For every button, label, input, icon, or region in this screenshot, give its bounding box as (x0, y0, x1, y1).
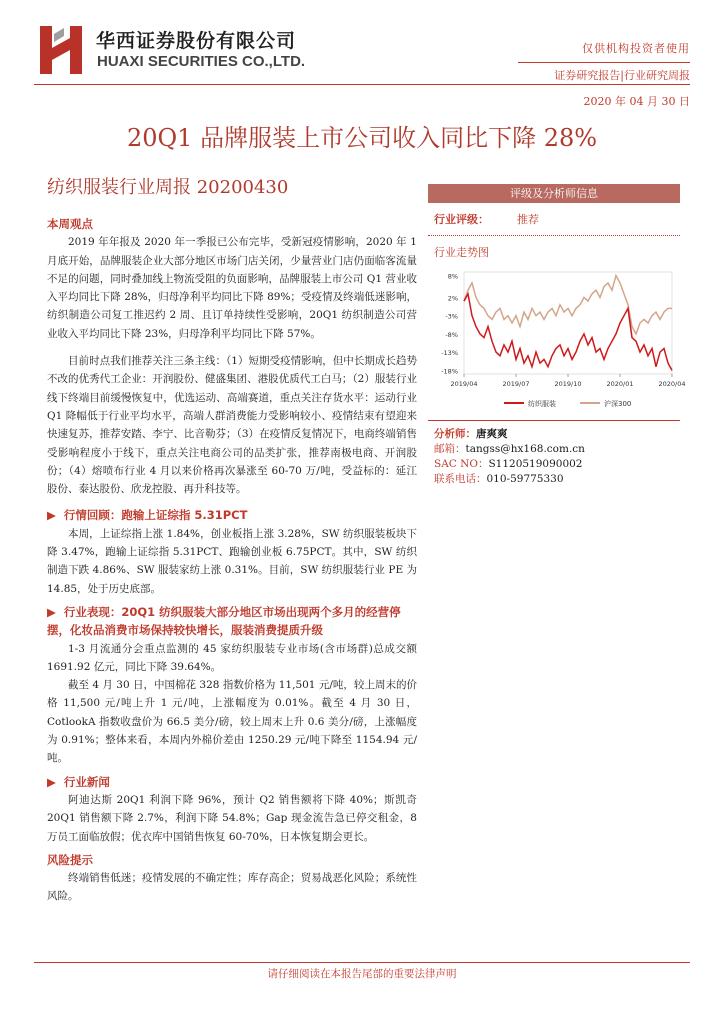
x-tick-label: 2020/04 (658, 380, 686, 388)
triangle-bullet-icon: ▶ (47, 508, 56, 523)
sidebar (428, 184, 686, 487)
analyst-info: 分析师：唐爽爽 邮箱：tangss@hx168.com.cn SAC NO：S1120519090002 联系电话：010-59775330 (434, 428, 585, 485)
company-name-en: HUAXI SECURITIES CO.,LTD. (97, 53, 306, 70)
paragraph: 截至 4 月 30 日，中国棉花 328 指数价格为 11,501 元/吨，较上周末的价格 11,500 元/吨上升 1 元/吨，上涨幅度为 0.01%。截至 4 月 30 日，CotlookA 指数收盘价为 66.5 美分/磅，较上周末上升 0.6 美分/磅，上涨幅度为 0.91%；整体来看，本周内外棉价差由 1250.29 元/吨下降至 1154.94 元/吨。 (47, 679, 417, 765)
header-divider (34, 84, 690, 85)
triangle-bullet-icon: ▶ (47, 604, 56, 619)
institutional-notice: 仅供机构投资者使用 (582, 42, 690, 55)
header-divider (518, 62, 690, 63)
rating-label: 行业评级： (434, 213, 489, 226)
analyst-sac: S1120519090002 (488, 458, 583, 470)
series-line-textile (464, 294, 672, 371)
y-tick-label: -3% (445, 312, 458, 321)
y-tick-label: -18% (441, 367, 458, 376)
report-type: 证券研究报告|行业研究周报 (554, 69, 690, 82)
legend-label: 沪深300 (604, 400, 632, 408)
y-tick-label: -8% (445, 330, 458, 339)
series-line-csi300 (464, 276, 672, 334)
y-tick-label: 2% (447, 294, 458, 303)
y-tick-label: -13% (441, 349, 458, 358)
paragraph: 1-3 月流通分会重点监测的 45 家纺织服装专业市场(含市场群)总成交额 1691.92 亿元，同比下降 39.64%。 (47, 642, 417, 673)
industry-rating (428, 203, 680, 227)
analyst-name: 唐爽爽 (476, 428, 508, 440)
section-heading-industry: ▶ 行业表现：20Q1 纺织服装大部分地区市场出现两个多月的经营停摆，化妆品消费市场保持较快增长，服装消费提质升级 (47, 604, 401, 638)
section-heading-market: ▶ 行情回顾：跑输上证综指 5.31PCT (47, 508, 248, 523)
y-tick-label: 8% (447, 272, 458, 281)
triangle-bullet-icon: ▶ (47, 774, 56, 789)
rating-value: 推荐 (517, 213, 539, 226)
main-content (47, 215, 417, 906)
company-name-cn: 华西证券股份有限公司 (96, 30, 297, 52)
paragraph: 终端销售低迷；疫情发展的不确定性；库存高企；贸易战恶化风险；系统性风险。 (47, 872, 417, 903)
legal-notice: 请仔细阅读在本报告尾部的重要法律声明 (267, 968, 457, 980)
section-heading-risk: 风险提示 (47, 852, 93, 867)
trend-chart-title: 行业走势图 (434, 246, 489, 259)
x-tick-label: 2019/04 (450, 380, 478, 388)
footer-divider (34, 962, 690, 963)
paragraph: 阿迪达斯 20Q1 利润下降 96%，预计 Q2 销售额将下降 40%；斯凯奇 20Q1 销售额下降 2.7%，利润下降 54.8%；Gap 现金流告急已停交租金，8 万员工面临放假；优衣库中国销售恢复 60-70%，日本恢复期会更长。 (47, 793, 417, 843)
legend-label: 纺织服装 (528, 400, 556, 408)
x-tick-label: 2019/07 (502, 380, 530, 388)
paragraph: 本周，上证综指上涨 1.84%，创业板指上涨 3.28%，SW 纺织服装板块下降 3.47%，跑输上证综指 5.31PCT、跑输创业板 6.75PCT。其中，SW 纺织制造下跌 4.86%、SW 服装家纺上涨 0.31%。目前，SW 纺织服装行业 PE 为 14.85，处于历史底部。 (47, 527, 417, 595)
section-heading-view: 本周观点 (47, 217, 93, 231)
huaxi-logo-icon (38, 24, 84, 76)
report-title: 20Q1 品牌服装上市公司收入同比下降 28% (126, 124, 598, 152)
paragraph: 目前时点我们推荐关注三条主线：（1）短期受疫情影响，但中长期成长趋势不改的优秀代工企业：开润股份、健盛集团、港股优质代工白马；（2）服装行业线下终端目前缓慢恢复中，优选运动、高端赛道，重点关注存货水平：运动行业 Q1 降幅低于行业平均水平，高端人群消费能力受影响较小、疫情结束有望迎来快速复苏，推荐安踏、李宁、比音勒芬；（3）在疫情反复情况下，电商终端销售受影响程度小于线下，重点关注电商公司的品类扩张，推荐南极电商、开润股份；（4）熔喷布行业 4 月以来价格再次暴涨至 60-70 万/吨，受益标的：延江股份、泰达股份、欣龙控股、再升科技等。 (47, 355, 417, 496)
sidebar-header: 评级及分析师信息 (428, 184, 680, 203)
analyst-email[interactable]: tangss@hx168.com.cn (465, 443, 585, 455)
x-tick-label: 2019/10 (554, 380, 582, 388)
report-date: 2020 年 04 月 30 日 (583, 95, 690, 108)
analyst-phone: 010-59775330 (486, 473, 564, 485)
report-subtitle: 纺织服装行业周报 20200430 (47, 177, 289, 198)
paragraph: 2019 年年报及 2020 年一季报已公布完毕，受新冠疫情影响，2020 年 1 月底开始，品牌服装企业大部分地区市场门店关闭，少量营业门店仍面临客流量不足的问题，同时叠加线上物流受阻的负面影响，品牌服装上市公司 Q1 营业收入平均同比下降 28%，归母净利平均同比下降 89%；受疫情及终端低迷影响，纺织制造公司复工推迟约 2 周、且订单持续性受影响，20Q1 纺织制造公司营业收入平均同比下降 23%，归母净利平均同比下降 57%。 (47, 236, 417, 340)
section-heading-news: ▶ 行业新闻 (47, 774, 110, 789)
trend-chart (428, 266, 686, 416)
x-tick-label: 2020/01 (606, 380, 634, 388)
